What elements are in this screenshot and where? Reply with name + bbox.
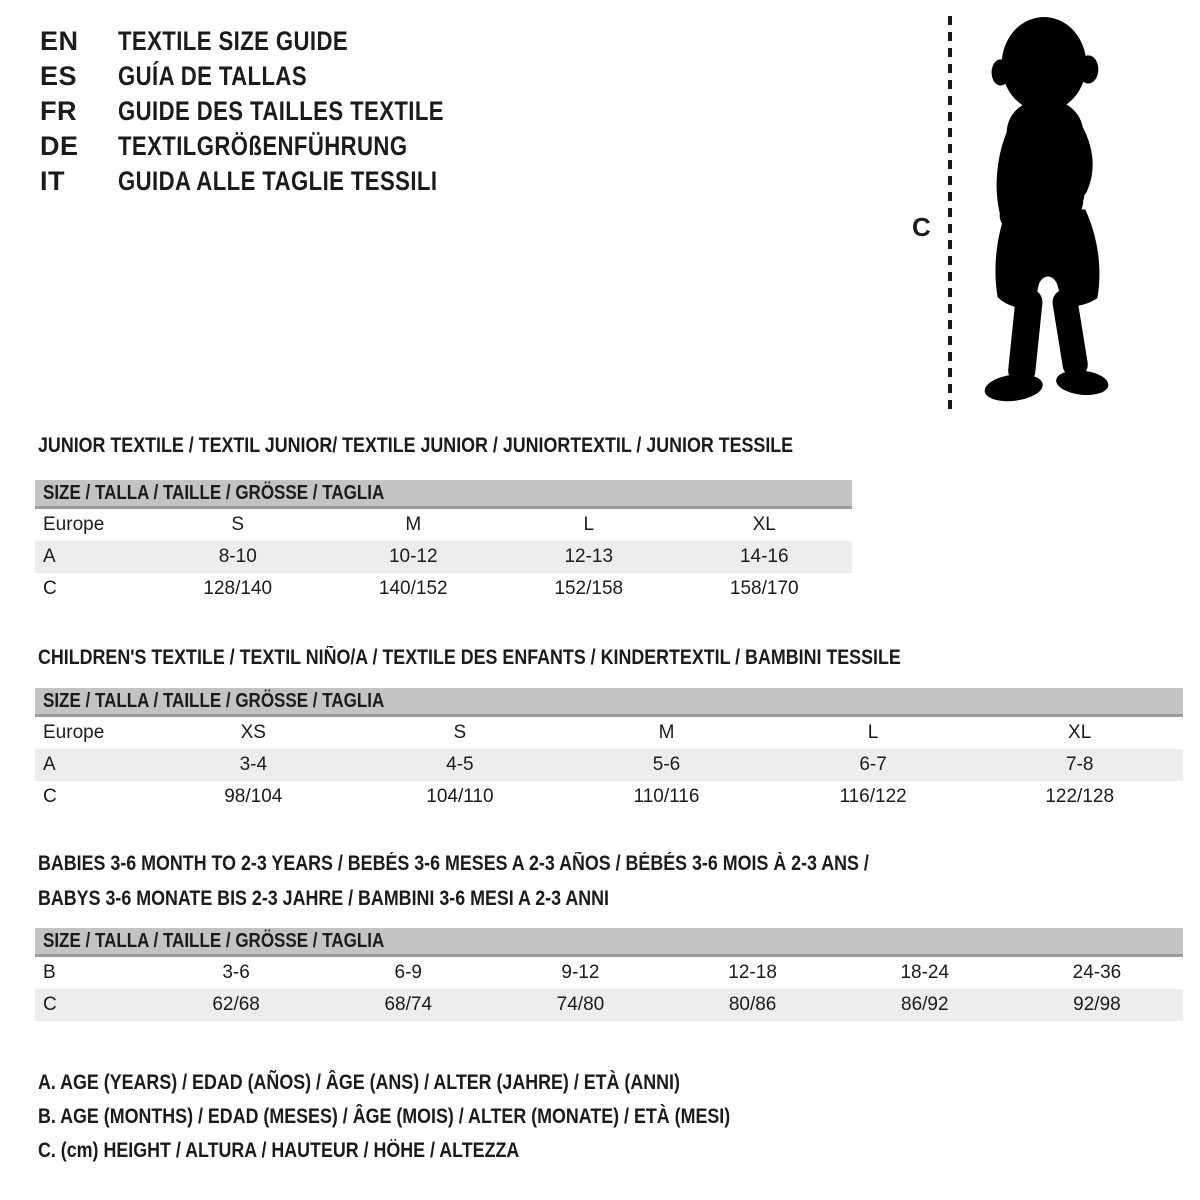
size-cell: S bbox=[231, 514, 245, 535]
section-title-text: BABIES 3-6 MONTH TO 2-3 YEARS / BEBÉS 3-6 MESES A 2-3 AÑOS / BÉBÉS 3-6 MOIS À 2-3 ANS / bbox=[38, 852, 869, 875]
language-row-en bbox=[40, 24, 516, 59]
age-cell: 24-36 bbox=[1072, 962, 1122, 983]
table-row-europe bbox=[35, 509, 852, 541]
height-cell: 80/86 bbox=[728, 994, 777, 1015]
section-title-text: CHILDREN'S TEXTILE / TEXTIL NIÑO/A / TEXTILE DES ENFANTS / KINDERTEXTIL / BAMBINI TESSILE bbox=[38, 646, 901, 669]
size-cell: M bbox=[405, 514, 422, 535]
table-row-age bbox=[35, 749, 1183, 781]
table-header bbox=[35, 928, 1183, 957]
table-header-text: SIZE / TALLA / TAILLE / GRÖSSE / TAGLIA bbox=[43, 689, 385, 712]
age-cell: 3-6 bbox=[222, 962, 250, 983]
table-row-height bbox=[35, 781, 1183, 813]
height-cell: 92/98 bbox=[1073, 994, 1121, 1015]
height-cell: 140/152 bbox=[378, 578, 448, 599]
language-label: TEXTILE SIZE GUIDE bbox=[118, 26, 349, 56]
age-cell: 3-4 bbox=[239, 754, 268, 775]
age-cell: 6-7 bbox=[859, 754, 887, 775]
language-label: GUIDE DES TAILLES TEXTILE bbox=[118, 96, 444, 126]
table-header bbox=[35, 688, 1183, 717]
size-table-junior bbox=[35, 480, 852, 605]
table-row-height bbox=[35, 989, 1183, 1021]
height-cell: 152/158 bbox=[554, 578, 624, 599]
age-cell: 4-5 bbox=[446, 754, 474, 775]
legend-text: B. AGE (MONTHS) / EDAD (MESES) / ÂGE (MOIS) / ALTER (MONATE) / ETÀ (MESI) bbox=[38, 1105, 731, 1128]
height-cell: 68/74 bbox=[384, 994, 433, 1015]
height-cell: 128/140 bbox=[203, 578, 273, 599]
measurement-legend bbox=[38, 1066, 852, 1168]
row-label: Europe bbox=[43, 722, 105, 743]
table-header-text: SIZE / TALLA / TAILLE / GRÖSSE / TAGLIA bbox=[43, 481, 385, 504]
table-row-age-months bbox=[35, 957, 1183, 989]
section-title-junior bbox=[38, 428, 926, 463]
row-label: C bbox=[43, 994, 57, 1015]
height-cell: 116/122 bbox=[839, 786, 907, 807]
row-label: A bbox=[43, 754, 56, 775]
height-cell: 158/170 bbox=[729, 578, 799, 599]
language-label: GUIDA ALLE TAGLIE TESSILI bbox=[118, 166, 438, 196]
legend-line-c bbox=[38, 1134, 852, 1168]
age-cell: 7-8 bbox=[1065, 754, 1094, 775]
height-dashed-line bbox=[948, 16, 952, 416]
age-cell: 12-13 bbox=[564, 546, 614, 567]
legend-line-b bbox=[38, 1100, 852, 1134]
language-label: TEXTILGRÖßENFÜHRUNG bbox=[118, 131, 408, 161]
size-table-babies bbox=[35, 928, 1183, 1021]
table-row-age bbox=[35, 541, 852, 573]
section-title-babies bbox=[38, 846, 1016, 916]
language-row-it bbox=[40, 164, 516, 199]
size-cell: XL bbox=[752, 514, 776, 535]
legend-text: C. (cm) HEIGHT / ALTURA / HAUTEUR / HÖHE / ALTEZZA bbox=[38, 1139, 520, 1162]
section-title-children bbox=[38, 640, 1053, 675]
height-cell: 104/110 bbox=[426, 786, 494, 807]
language-code: EN bbox=[40, 26, 79, 56]
language-code: DE bbox=[40, 131, 79, 161]
language-row-es bbox=[40, 59, 516, 94]
height-cell: 110/116 bbox=[633, 786, 700, 807]
language-title-block bbox=[40, 24, 516, 199]
age-cell: 9-12 bbox=[561, 962, 600, 983]
row-label: C bbox=[43, 786, 57, 807]
height-cell: 74/80 bbox=[556, 994, 605, 1015]
legend-text: A. AGE (YEARS) / EDAD (AÑOS) / ÂGE (ANS) / ALTER (JAHRE) / ETÀ (ANNI) bbox=[38, 1071, 680, 1094]
height-cell: 86/92 bbox=[901, 994, 949, 1015]
section-title-text: JUNIOR TEXTILE / TEXTIL JUNIOR/ TEXTILE JUNIOR / JUNIORTEXTIL / JUNIOR TESSILE bbox=[38, 434, 794, 457]
table-row-height bbox=[35, 573, 852, 605]
size-cell: S bbox=[453, 722, 467, 743]
language-row-de bbox=[40, 129, 516, 164]
language-code: ES bbox=[40, 61, 78, 91]
age-cell: 12-18 bbox=[728, 962, 777, 983]
height-measure-label: C bbox=[912, 212, 931, 242]
language-label: GUÍA DE TALLAS bbox=[118, 61, 308, 91]
language-code: IT bbox=[40, 166, 65, 196]
language-row-fr bbox=[40, 94, 516, 129]
size-cell: XL bbox=[1068, 722, 1092, 743]
row-label: Europe bbox=[43, 514, 105, 535]
section-title-text: BABYS 3-6 MONATE BIS 2-3 JAHRE / BAMBINI 3-6 MESI A 2-3 ANNI bbox=[38, 887, 609, 910]
row-label: C bbox=[43, 578, 57, 599]
size-cell: M bbox=[658, 722, 675, 743]
height-cell: 62/68 bbox=[212, 994, 260, 1015]
height-cell: 98/104 bbox=[224, 786, 283, 807]
age-cell: 6-9 bbox=[394, 962, 422, 983]
age-cell: 18-24 bbox=[900, 962, 950, 983]
legend-line-a bbox=[38, 1066, 852, 1100]
table-row-europe bbox=[35, 717, 1183, 749]
height-cell: 122/128 bbox=[1045, 786, 1115, 807]
row-label: A bbox=[43, 546, 56, 567]
row-label: B bbox=[43, 962, 56, 983]
table-header bbox=[35, 480, 852, 509]
size-cell: L bbox=[867, 722, 879, 743]
size-cell: XS bbox=[240, 722, 266, 743]
age-cell: 8-10 bbox=[218, 546, 257, 567]
language-code: FR bbox=[40, 96, 77, 126]
age-cell: 10-12 bbox=[388, 546, 438, 567]
age-cell: 14-16 bbox=[739, 546, 789, 567]
table-header-text: SIZE / TALLA / TAILLE / GRÖSSE / TAGLIA bbox=[43, 929, 385, 952]
size-table-children bbox=[35, 688, 1183, 813]
baby-silhouette-icon bbox=[962, 12, 1138, 420]
age-cell: 5-6 bbox=[652, 754, 681, 775]
size-cell: L bbox=[583, 514, 595, 535]
